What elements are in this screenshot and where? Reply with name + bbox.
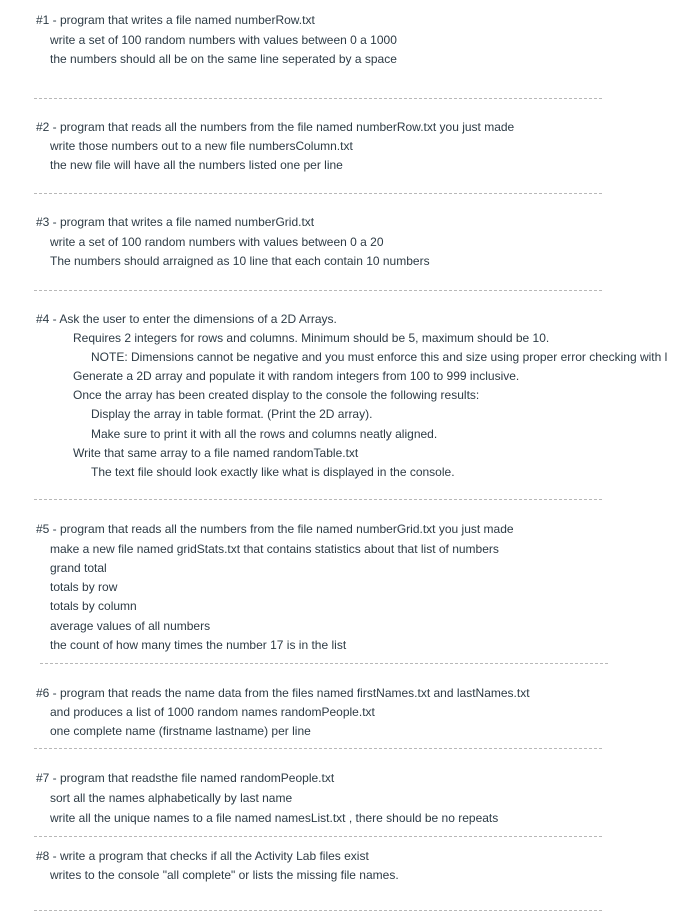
section-divider <box>34 98 602 99</box>
section-divider <box>34 910 602 911</box>
section-divider <box>34 193 602 194</box>
assignment-4-line-5: Display the array in table format. (Print the 2D array). <box>91 407 373 421</box>
assignment-3-line-1: write a set of 100 random numbers with values between 0 a 20 <box>50 235 384 249</box>
assignment-2-line-2: the new file will have all the numbers listed one per line <box>50 158 343 172</box>
assignment-6-heading: #6 - program that reads the name data from the files named firstNames.txt and lastNames.txt <box>36 686 530 700</box>
assignment-2-line-1: write those numbers out to a new file numbersColumn.txt <box>50 139 353 153</box>
assignment-4-line-1: Requires 2 integers for rows and columns. Minimum should be 5, maximum should be 10. <box>73 331 550 345</box>
assignment-6-line-2: one complete name (firstname lastname) per line <box>50 724 311 738</box>
assignment-1-line-2: the numbers should all be on the same line seperated by a space <box>50 52 397 66</box>
section-divider <box>34 290 602 291</box>
assignment-7-heading: #7 - program that readsthe file named randomPeople.txt <box>36 771 335 785</box>
assignment-5-line-1: make a new file named gridStats.txt that contains statistics about that list of numbers <box>50 542 499 556</box>
section-divider <box>34 499 602 500</box>
assignment-3-heading: #3 - program that writes a file named numberGrid.txt <box>36 215 315 229</box>
assignment-1-line-1: write a set of 100 random numbers with values between 0 a 1000 <box>50 33 397 47</box>
assignment-4-note: NOTE: Dimensions cannot be negative and you must enforce this and size using proper error checking with l <box>91 350 668 364</box>
assignment-5-heading: #5 - program that reads all the numbers from the file named numberGrid.txt you just made <box>36 522 514 536</box>
assignment-4-line-8: The text file should look exactly like what is displayed in the console. <box>91 465 455 479</box>
assignment-5-line-5: average values of all numbers <box>50 619 211 633</box>
assignment-7-line-1: sort all the names alphabetically by last name <box>50 791 293 805</box>
assignment-5-line-3: totals by row <box>50 580 118 594</box>
assignment-4-line-3: Generate a 2D array and populate it with random integers from 100 to 999 inclusive. <box>73 369 520 383</box>
assignment-5-line-4: totals by column <box>50 599 137 613</box>
assignment-4-line-7: Write that same array to a file named randomTable.txt <box>73 446 359 460</box>
assignment-2-heading: #2 - program that reads all the numbers from the file named numberRow.txt you just made <box>36 120 515 134</box>
assignment-6-line-1: and produces a list of 1000 random names randomPeople.txt <box>50 705 375 719</box>
section-divider <box>34 748 602 749</box>
assignment-5-line-2: grand total <box>50 561 107 575</box>
assignment-4-line-6: Make sure to print it with all the rows and columns neatly aligned. <box>91 427 438 441</box>
assignment-1-heading: #1 - program that writes a file named numberRow.txt <box>36 13 315 27</box>
assignment-3-line-2: The numbers should arraigned as 10 line that each contain 10 numbers <box>50 254 430 268</box>
assignment-8-heading: #8 - write a program that checks if all the Activity Lab files exist <box>36 849 369 863</box>
assignment-4-heading: #4 - Ask the user to enter the dimensions of a 2D Arrays. <box>36 312 337 326</box>
assignment-4-line-4: Once the array has been created display to the console the following results: <box>73 388 480 402</box>
assignment-7-line-2: write all the unique names to a file named namesList.txt , there should be no repeats <box>50 811 499 825</box>
assignment-5-line-6: the count of how many times the number 17 is in the list <box>50 638 347 652</box>
section-divider <box>34 836 602 837</box>
section-divider <box>40 663 608 664</box>
assignment-8-line-1: writes to the console "all complete" or lists the missing file names. <box>50 868 399 882</box>
